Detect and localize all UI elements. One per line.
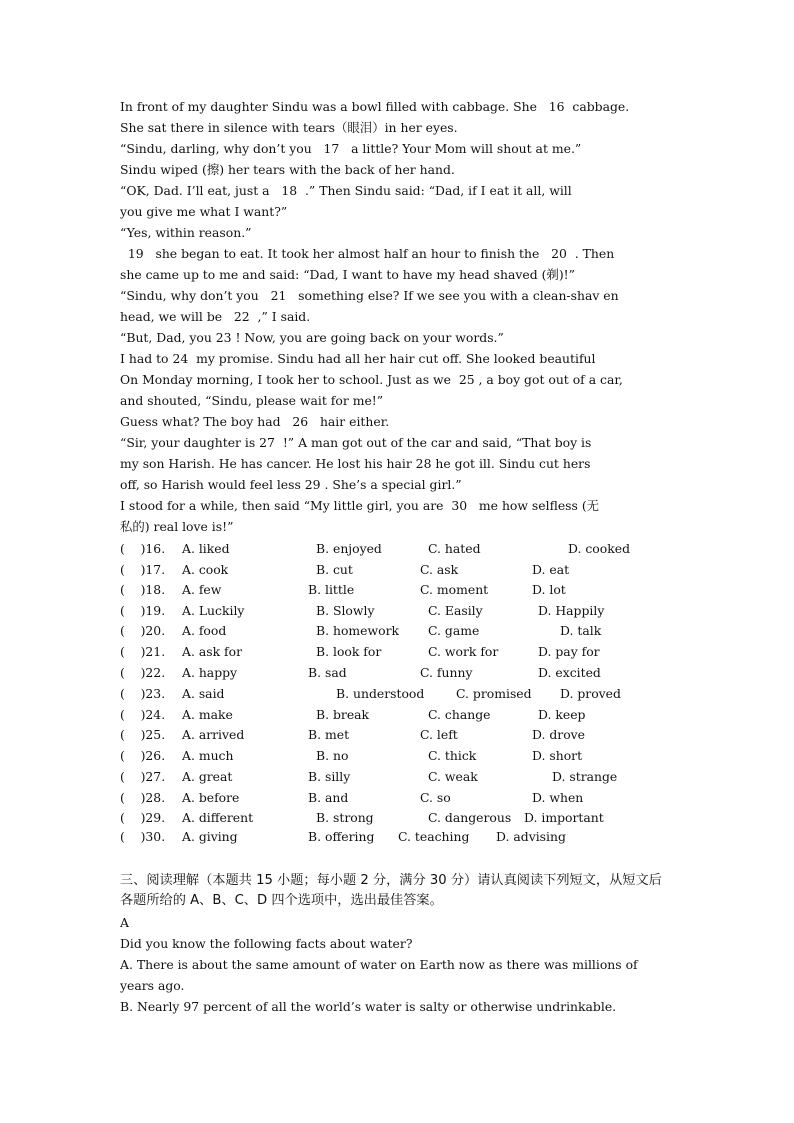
passage-line: 私的) real love is!” — [120, 519, 234, 534]
question-number: ( )25. — [120, 727, 166, 742]
option-c: C. promised — [456, 686, 532, 701]
option-a: A. much — [182, 748, 234, 763]
question-number: ( )30. — [120, 829, 166, 844]
fact-line: A. There is about the same amount of water on Earth now as there was millions of — [120, 957, 638, 972]
option-a: A. make — [182, 707, 233, 722]
passage-line: she came up to me and said: “Dad, I want to have my head shaved (剃)!” — [120, 267, 575, 282]
question-number: ( )20. — [120, 623, 166, 638]
option-a: A. food — [182, 623, 227, 638]
passage-line: “Yes, within reason.” — [120, 225, 252, 240]
fact-line: B. Nearly 97 percent of all the world’s water is salty or otherwise undrinkable. — [120, 999, 617, 1014]
section-heading: 三、阅读理解（本题共 15 小题；每小题 2 分，满分 30 分）请认真阅读下列短文，从短文后 — [120, 873, 662, 888]
fact-line: years ago. — [120, 978, 185, 993]
option-d: D. advising — [496, 829, 566, 844]
question-number: ( )22. — [120, 665, 166, 680]
option-a: A. said — [182, 686, 225, 701]
option-a: A. different — [182, 810, 254, 825]
passage-line: off, so Harish would feel less 29 . She’s a special girl.” — [120, 477, 462, 492]
option-d: D. strange — [552, 769, 618, 784]
passage-line: On Monday morning, I took her to school. Just as we 25 , a boy got out of a car, — [120, 372, 623, 387]
passage-line: you give me what I want?” — [120, 204, 288, 219]
question-number: ( )17. — [120, 562, 166, 577]
section-heading: 各题所给的 A、B、C、D 四个选项中，选出最佳答案。 — [120, 893, 443, 908]
passage-line: She sat there in silence with tears（眼泪）in her eyes. — [120, 120, 458, 135]
question-row — [120, 601, 680, 621]
passage-line: my son Harish. He has cancer. He lost his hair 28 he got ill. Sindu cut hers — [120, 456, 591, 471]
option-c: C. funny — [420, 665, 473, 680]
option-c: C. dangerous — [428, 810, 512, 825]
option-d: D. eat — [532, 562, 570, 577]
option-c: C. game — [428, 623, 480, 638]
question-row — [120, 621, 680, 641]
passage-line: Sindu wiped (擦) her tears with the back of her hand. — [120, 162, 455, 177]
option-b: B. offering — [308, 829, 375, 844]
option-d: D. excited — [538, 665, 601, 680]
option-c: C. thick — [428, 748, 477, 763]
question-row — [120, 767, 680, 787]
question-row — [120, 705, 680, 725]
passage-line: I stood for a while, then said “My little girl, you are 30 me how selfless (无 — [120, 498, 600, 513]
option-b: B. Slowly — [316, 603, 375, 618]
question-number: ( )18. — [120, 582, 166, 597]
question-row — [120, 827, 680, 847]
passage-line: “But, Dad, you 23 ! Now, you are going back on your words.” — [120, 330, 504, 345]
passage-line: and shouted, “Sindu, please wait for me!” — [120, 393, 384, 408]
option-a: A. liked — [182, 541, 230, 556]
option-d: D. important — [524, 810, 604, 825]
intro-line: Did you know the following facts about water? — [120, 936, 413, 951]
option-c: C. left — [420, 727, 458, 742]
question-row — [120, 663, 680, 683]
option-a: A. happy — [182, 665, 238, 680]
option-b: B. homework — [316, 623, 400, 638]
option-c: C. ask — [420, 562, 459, 577]
option-b: B. understood — [336, 686, 425, 701]
question-row — [120, 580, 680, 600]
option-a: A. giving — [182, 829, 238, 844]
part-label: A — [120, 915, 129, 930]
option-a: A. few — [182, 582, 222, 597]
option-b: B. look for — [316, 644, 382, 659]
option-c: C. work for — [428, 644, 499, 659]
option-c: C. weak — [428, 769, 478, 784]
option-c: C. teaching — [398, 829, 470, 844]
option-b: B. no — [316, 748, 349, 763]
option-b: B. silly — [308, 769, 351, 784]
question-number: ( )29. — [120, 810, 166, 825]
question-row — [120, 684, 680, 704]
option-c: C. moment — [420, 582, 489, 597]
option-c: C. so — [420, 790, 451, 805]
option-b: B. cut — [316, 562, 353, 577]
option-a: A. ask for — [182, 644, 242, 659]
question-row — [120, 746, 680, 766]
option-b: B. little — [308, 582, 355, 597]
passage-line: “Sir, your daughter is 27 !” A man got out of the car and said, “That boy is — [120, 435, 592, 450]
option-a: A. arrived — [182, 727, 245, 742]
option-d: D. when — [532, 790, 584, 805]
option-d: D. pay for — [538, 644, 600, 659]
option-d: D. lot — [532, 582, 566, 597]
option-d: D. Happily — [538, 603, 605, 618]
question-number: ( )28. — [120, 790, 166, 805]
question-row — [120, 642, 680, 662]
passage-line: I had to 24 my promise. Sindu had all her hair cut off. She looked beautiful — [120, 351, 596, 366]
option-a: A. Luckily — [182, 603, 245, 618]
question-number: ( )23. — [120, 686, 166, 701]
option-a: A. before — [182, 790, 240, 805]
passage-line: “Sindu, darling, why don’t you 17 a little? Your Mom will shout at me.” — [120, 141, 582, 156]
question-row — [120, 788, 680, 808]
passage-line: “OK, Dad. I’ll eat, just a 18 .” Then Sindu said: “Dad, if I eat it all, will — [120, 183, 572, 198]
passage-line: head, we will be 22 ,” I said. — [120, 309, 311, 324]
option-d: D. keep — [538, 707, 586, 722]
option-b: B. and — [308, 790, 349, 805]
option-b: B. strong — [316, 810, 374, 825]
passage-line: Guess what? The boy had 26 hair either. — [120, 414, 390, 429]
option-d: D. short — [532, 748, 583, 763]
question-number: ( )16. — [120, 541, 166, 556]
option-d: D. cooked — [568, 541, 631, 556]
option-c: C. hated — [428, 541, 481, 556]
option-b: B. break — [316, 707, 370, 722]
question-number: ( )26. — [120, 748, 166, 763]
passage-line: “Sindu, why don’t you 21 something else? If we see you with a clean-shav en — [120, 288, 619, 303]
question-number: ( )24. — [120, 707, 166, 722]
option-d: D. proved — [560, 686, 621, 701]
option-b: B. met — [308, 727, 350, 742]
option-c: C. Easily — [428, 603, 483, 618]
option-b: B. sad — [308, 665, 347, 680]
question-row — [120, 560, 680, 580]
option-a: A. cook — [182, 562, 229, 577]
question-number: ( )27. — [120, 769, 166, 784]
question-number: ( )19. — [120, 603, 166, 618]
question-row — [120, 539, 680, 559]
option-c: C. change — [428, 707, 491, 722]
passage-line: 19 she began to eat. It took her almost half an hour to finish the 20 . Then — [120, 246, 615, 261]
question-number: ( )21. — [120, 644, 166, 659]
question-row — [120, 725, 680, 745]
option-a: A. great — [182, 769, 233, 784]
question-row — [120, 808, 680, 828]
passage-line: In front of my daughter Sindu was a bowl filled with cabbage. She 16 cabbage. — [120, 99, 630, 114]
option-d: D. drove — [532, 727, 586, 742]
option-b: B. enjoyed — [316, 541, 382, 556]
option-d: D. talk — [560, 623, 602, 638]
